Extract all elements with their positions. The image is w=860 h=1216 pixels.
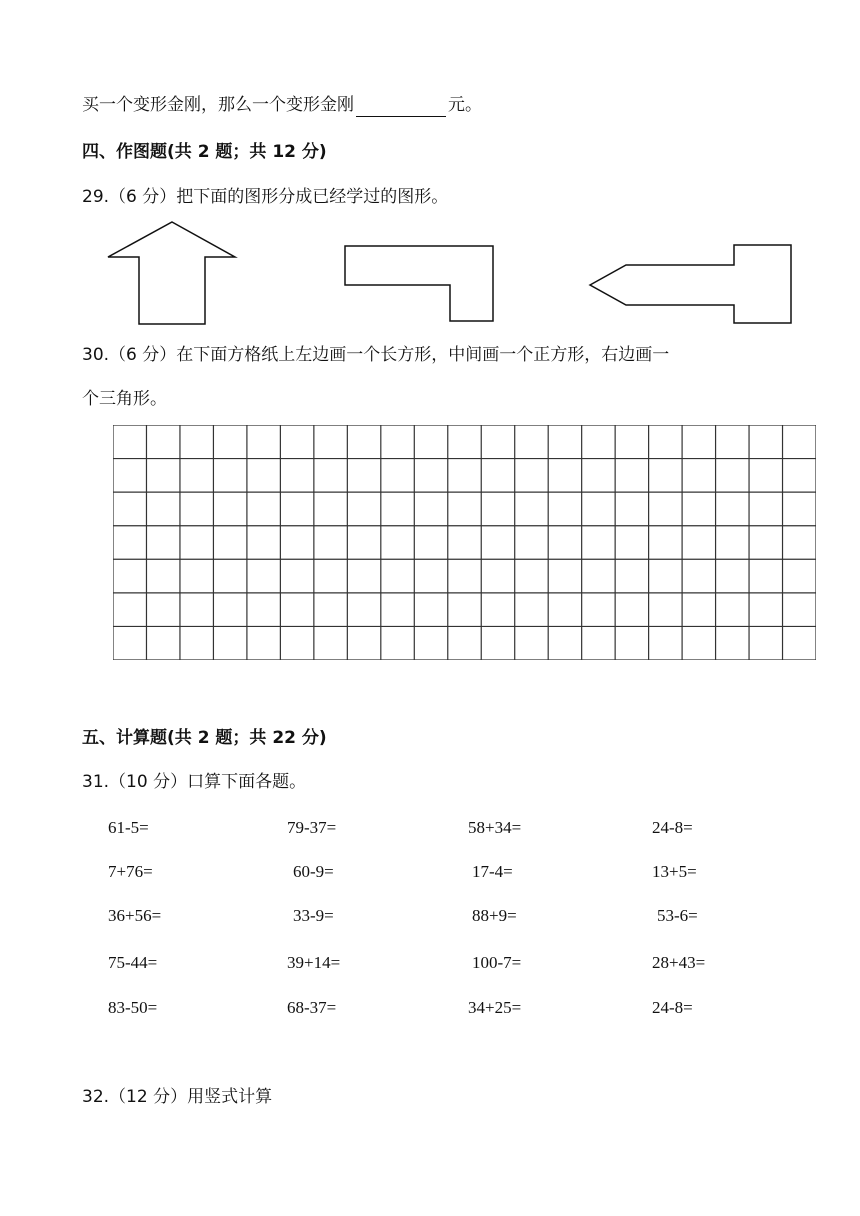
- equation: 33-9=: [293, 906, 334, 925]
- equation: 13+5=: [652, 862, 697, 881]
- equation: 36+56=: [108, 906, 162, 925]
- equation: 60-9=: [293, 862, 334, 881]
- equation: 83-50=: [108, 998, 158, 1017]
- equation: 61-5=: [108, 818, 149, 837]
- equation: 24-8=: [652, 998, 693, 1017]
- equation: 68-37=: [287, 998, 337, 1017]
- fragment-text: 买一个变形金刚，那么一个变形金刚: [82, 95, 354, 115]
- grid-paper[interactable]: [113, 425, 816, 660]
- equation: 100-7=: [472, 953, 522, 972]
- section-4-heading: 四、作图题(共 2 题；共 12 分): [82, 142, 327, 162]
- equation: 34+25=: [468, 998, 522, 1017]
- arrow-left-shape: [0, 0, 860, 340]
- equation: 7+76=: [108, 862, 153, 881]
- equation: 79-37=: [287, 818, 337, 837]
- equation: 17-4=: [472, 862, 513, 881]
- equation: 28+43=: [652, 953, 706, 972]
- equation: 75-44=: [108, 953, 158, 972]
- fragment-text-end: 元。: [448, 95, 482, 115]
- question-32: 32.（12 分）用竖式计算: [82, 1087, 273, 1107]
- section-5-heading: 五、计算题(共 2 题；共 22 分): [82, 728, 327, 748]
- question-31: 31.（10 分）口算下面各题。: [82, 772, 307, 792]
- equation: 88+9=: [472, 906, 517, 925]
- equation: 53-6=: [657, 906, 698, 925]
- equation: 39+14=: [287, 953, 341, 972]
- question-30-line1: 30.（6 分）在下面方格纸上左边画一个长方形，中间画一个正方形，右边画一: [82, 345, 670, 365]
- equation: 24-8=: [652, 818, 693, 837]
- equation: 58+34=: [468, 818, 522, 837]
- question-30-line2: 个三角形。: [82, 389, 167, 409]
- question-29: 29.（6 分）把下面的图形分成已经学过的图形。: [82, 187, 449, 207]
